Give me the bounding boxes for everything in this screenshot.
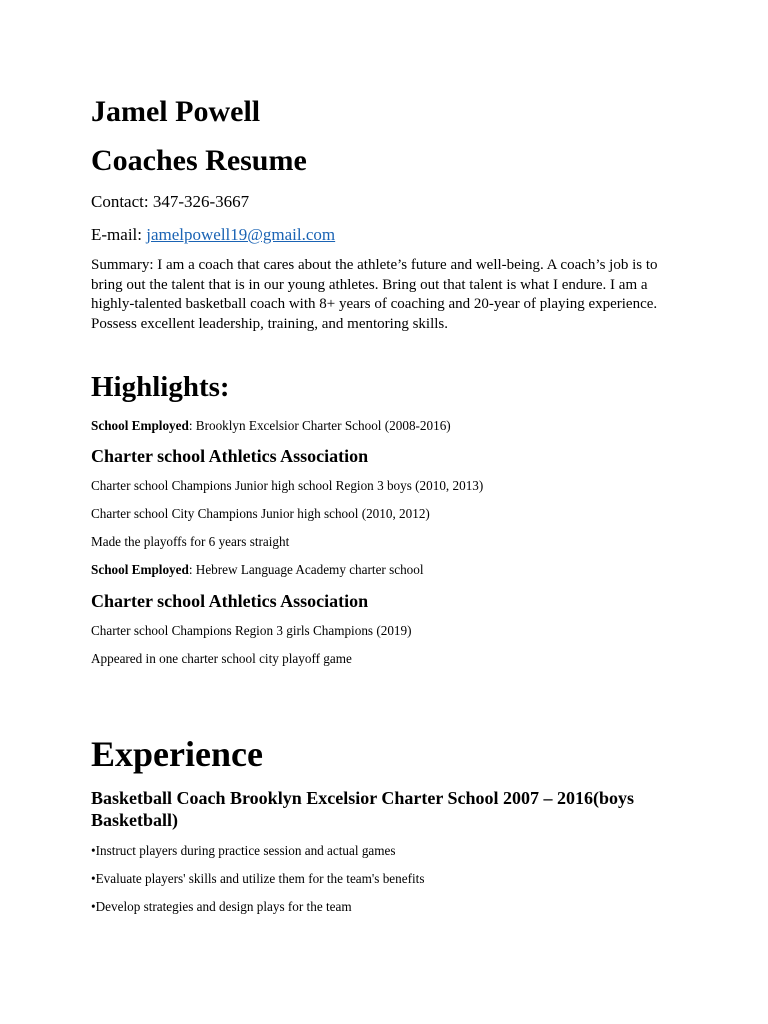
achievement-item: Charter school City Champions Junior high school (2010, 2012) (91, 506, 430, 521)
employer-line-2 (91, 561, 424, 578)
achievement-item: Charter school Champions Junior high school Region 3 boys (2010, 2013) (91, 478, 484, 493)
highlights-heading: Highlights: (91, 371, 230, 403)
employer-label: School Employed (91, 418, 189, 433)
contact-label: Contact: (91, 192, 149, 211)
job-title: Basketball Coach Brooklyn Excelsior Charter School 2007 – 2016(boys Basketball) (91, 788, 635, 830)
achievement-item: Charter school Champions Region 3 girls Champions (2019) (91, 623, 412, 638)
email-label: E-mail: (91, 225, 142, 244)
duty-item: •Develop strategies and design plays for the team (91, 899, 352, 914)
association-heading-1: Charter school Athletics Association (91, 446, 369, 466)
association-heading-2: Charter school Athletics Association (91, 591, 369, 611)
contact-phone: 347-326-3667 (152, 192, 250, 211)
experience-heading: Experience (91, 734, 263, 774)
duty-item: •Instruct players during practice session and actual games (91, 843, 396, 858)
duty-item: •Evaluate players' skills and utilize them for the team's benefits (91, 871, 425, 886)
employer-label: School Employed (91, 562, 189, 577)
achievement-item: Appeared in one charter school city playoff game (91, 651, 352, 666)
employer-line-1 (91, 417, 451, 434)
email-line (91, 224, 335, 246)
resume-name: Jamel Powell (91, 95, 261, 128)
employer-value: : Hebrew Language Academy charter school (188, 562, 424, 577)
employer-value: : Brooklyn Excelsior Charter School (2008-2016) (188, 418, 451, 433)
summary-paragraph: Summary: I am a coach that cares about the athlete’s future and well-being. A coach’s job is to bring out the talent that is in our young athletes. Bring out that talent is what I endure. I am a highly-talented basketball coach with 8+ years of coaching and 20-year of playing experience. Possess excellent leadership, training, and mentoring skills. (91, 257, 658, 332)
achievement-item: Made the playoffs for 6 years straight (91, 534, 290, 549)
email-link[interactable]: jamelpowell19@gmail.com (146, 225, 336, 244)
resume-title: Coaches Resume (91, 144, 307, 177)
contact-line (91, 191, 249, 213)
